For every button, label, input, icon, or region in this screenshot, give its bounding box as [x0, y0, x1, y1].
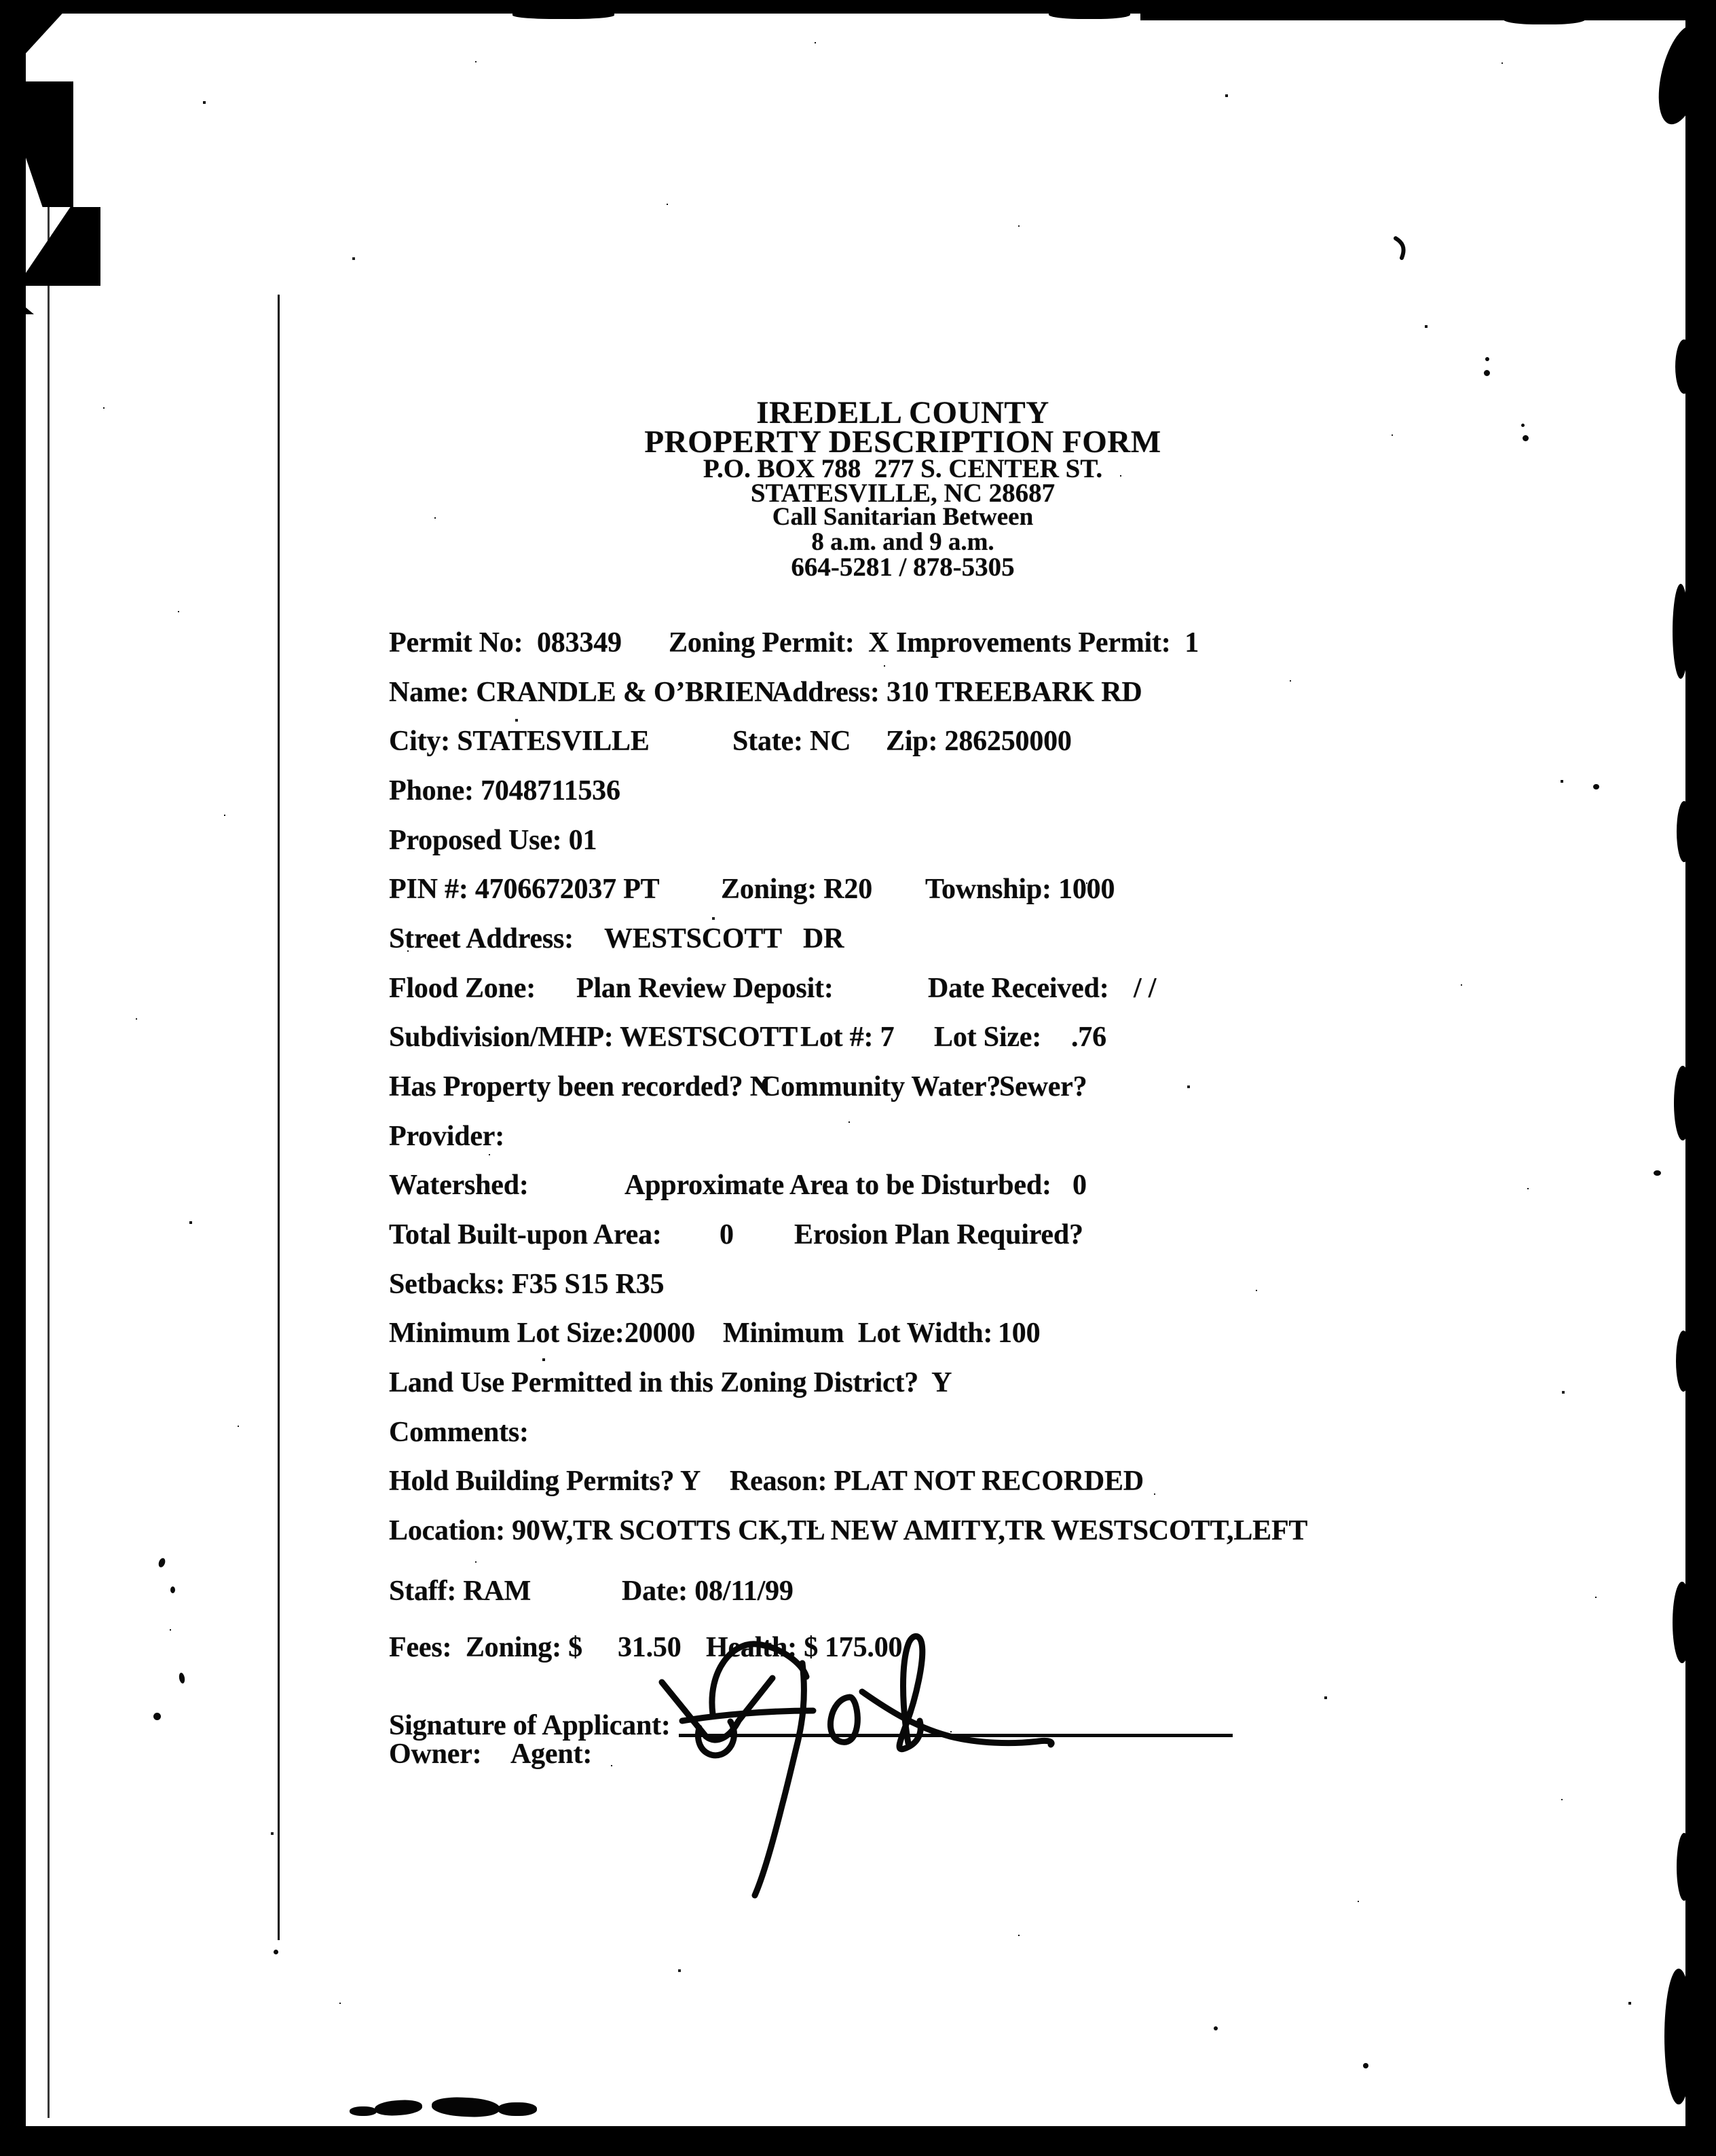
form-row-land-use	[0, 1367, 1716, 1405]
name-field: Name: CRANDLE & O’BRIEN	[389, 677, 775, 708]
min-lot-size-label: Minimum Lot Size:	[389, 1318, 624, 1349]
ink-dot	[274, 1950, 278, 1954]
hold-permits-field: Hold Building Permits? Y	[389, 1466, 701, 1497]
form-row-city	[0, 725, 1716, 763]
property-recorded-field: Has Property been recorded? N	[389, 1071, 770, 1102]
flood-zone-label: Flood Zone:	[389, 973, 536, 1004]
area-disturbed-label: Approximate Area to be Disturbed:	[624, 1170, 1051, 1201]
form-row-name	[0, 676, 1716, 714]
signature-label: Signature of Applicant:	[389, 1710, 671, 1741]
proposed-use-field: Proposed Use: 01	[389, 825, 597, 856]
ink-dot	[170, 1586, 175, 1593]
form-row-pin	[0, 873, 1716, 911]
top-edge-bump	[1049, 8, 1130, 19]
area-disturbed-value: 0	[1072, 1170, 1087, 1201]
form-row-comments	[0, 1416, 1716, 1454]
street-name-value: WESTSCOTT	[604, 923, 782, 954]
bottom-smudge	[350, 2106, 377, 2116]
ink-dot	[1363, 2063, 1368, 2068]
staff-field: Staff: RAM	[389, 1576, 531, 1607]
subdivision-field: Subdivision/MHP: WESTSCOTT	[389, 1022, 798, 1053]
ink-dot	[153, 1713, 161, 1720]
torn-edge-blob	[1664, 1969, 1693, 2104]
address-field: Address: 310 TREEBARK RD	[772, 677, 1142, 708]
ink-dot	[1593, 784, 1599, 789]
hold-reason-field: Reason: PLAT NOT RECORDED	[730, 1466, 1144, 1497]
ink-dot	[1521, 424, 1525, 427]
date-field: Date: 08/11/99	[622, 1576, 794, 1607]
sewer-label: Sewer?	[999, 1071, 1087, 1102]
street-address-label: Street Address:	[389, 923, 574, 954]
agent-label: Agent:	[510, 1739, 593, 1770]
torn-edge-blob	[1675, 339, 1693, 394]
form-row-permit	[0, 627, 1716, 665]
street-type-value: DR	[803, 923, 844, 954]
zoning-permit-field: Zoning Permit: X	[669, 627, 889, 658]
location-field: Location: 90W,TR SCOTTS CK,TL NEW AMITY,TR WESTSCOTT,LEFT	[389, 1515, 1308, 1546]
scan-border-bottom	[0, 2126, 1716, 2156]
header-address-1: P.O. BOX 788 277 S. CENTER ST.	[703, 454, 1103, 483]
torn-edge-blob	[1677, 1833, 1692, 1901]
header-org: IREDELL COUNTY	[756, 395, 1049, 430]
form-row-phone	[0, 775, 1716, 813]
torn-edge-blob	[1677, 801, 1692, 862]
zip-field: Zip: 286250000	[886, 726, 1072, 757]
scan-border-top-right	[1140, 0, 1716, 20]
ink-dot	[1654, 1170, 1661, 1176]
ink-dot	[1484, 370, 1490, 376]
form-header	[496, 397, 1310, 587]
min-lot-size-value: 20000	[624, 1318, 696, 1349]
improvements-permit-field: Improvements Permit: 1	[896, 627, 1199, 658]
scan-artifact-line	[278, 295, 280, 1940]
zoning-field: Zoning: R20	[721, 874, 873, 905]
permit-no-field: Permit No: 083349	[389, 627, 622, 658]
form-row-built-upon	[0, 1219, 1716, 1257]
lot-number-field: Lot #: 7	[800, 1022, 895, 1053]
fees-health-value: 175.00	[825, 1632, 903, 1663]
torn-edge-blob	[1674, 1066, 1692, 1140]
form-row-hold	[0, 1465, 1716, 1503]
fees-zoning-label: Fees: Zoning: $	[389, 1632, 582, 1663]
state-field: State: NC	[732, 726, 851, 757]
watershed-label: Watershed:	[389, 1170, 529, 1201]
header-note-2: 8 a.m. and 9 a.m.	[811, 528, 994, 556]
scan-border-left	[0, 0, 26, 2156]
ink-dot	[1485, 357, 1489, 361]
township-field: Township: 1000	[925, 874, 1115, 905]
land-use-field: Land Use Permitted in this Zoning District? Y	[389, 1367, 952, 1398]
top-edge-bump	[1504, 12, 1585, 24]
comments-label: Comments:	[389, 1417, 529, 1448]
erosion-plan-label: Erosion Plan Required?	[794, 1219, 1083, 1250]
form-row-setbacks	[0, 1268, 1716, 1306]
lot-size-label: Lot Size:	[934, 1022, 1041, 1053]
community-water-label: Community Water?	[760, 1071, 1001, 1102]
bottom-smudge	[498, 2102, 537, 2116]
ink-dot	[1523, 435, 1529, 441]
form-row-proposed-use	[0, 824, 1716, 862]
form-row-watershed	[0, 1169, 1716, 1207]
lot-size-value: .76	[1071, 1022, 1106, 1053]
form-row-subdivision	[0, 1021, 1716, 1059]
form-row-flood	[0, 972, 1716, 1010]
plan-review-deposit-label: Plan Review Deposit:	[576, 973, 834, 1004]
torn-edge-blob	[1673, 584, 1689, 679]
form-row-min-lot	[0, 1317, 1716, 1355]
provider-label: Provider:	[389, 1121, 505, 1152]
city-field: City: STATESVILLE	[389, 726, 650, 757]
setbacks-field: Setbacks: F35 S15 R35	[389, 1269, 665, 1300]
built-upon-label: Total Built-upon Area:	[389, 1219, 662, 1250]
ink-hook-mark	[1393, 236, 1409, 261]
header-note-1: Call Sanitarian Between	[772, 503, 1034, 531]
built-upon-value: 0	[720, 1219, 734, 1250]
form-row-recorded	[0, 1071, 1716, 1109]
date-received-value: / /	[1134, 973, 1157, 1004]
paper-edge-shadow-line	[48, 136, 50, 2118]
phone-field: Phone: 7048711536	[389, 775, 620, 806]
header-phones: 664-5281 / 878-5305	[791, 553, 1015, 582]
ink-dot	[1214, 2026, 1218, 2030]
scan-border-right	[1685, 0, 1716, 2156]
applicant-signature	[631, 1582, 1106, 1908]
form-row-provider	[0, 1120, 1716, 1158]
fees-zoning-value: 31.50	[618, 1632, 682, 1663]
torn-edge-blob	[1676, 1331, 1691, 1392]
fees-health-label: Health: $	[706, 1632, 819, 1663]
top-edge-bump	[512, 10, 614, 19]
owner-label: Owner:	[389, 1739, 482, 1770]
min-lot-width-label: Minimum Lot Width:	[723, 1318, 993, 1349]
header-address-2: STATESVILLE, NC 28687	[750, 479, 1056, 508]
pin-field: PIN #: 4706672037 PT	[389, 874, 660, 905]
form-row-location	[0, 1514, 1716, 1553]
form-row-street	[0, 923, 1716, 961]
torn-edge-blob	[1673, 1582, 1692, 1663]
page-title: PROPERTY DESCRIPTION FORM	[644, 424, 1161, 460]
date-received-label: Date Received:	[928, 973, 1109, 1004]
min-lot-width-value: 100	[998, 1318, 1041, 1349]
